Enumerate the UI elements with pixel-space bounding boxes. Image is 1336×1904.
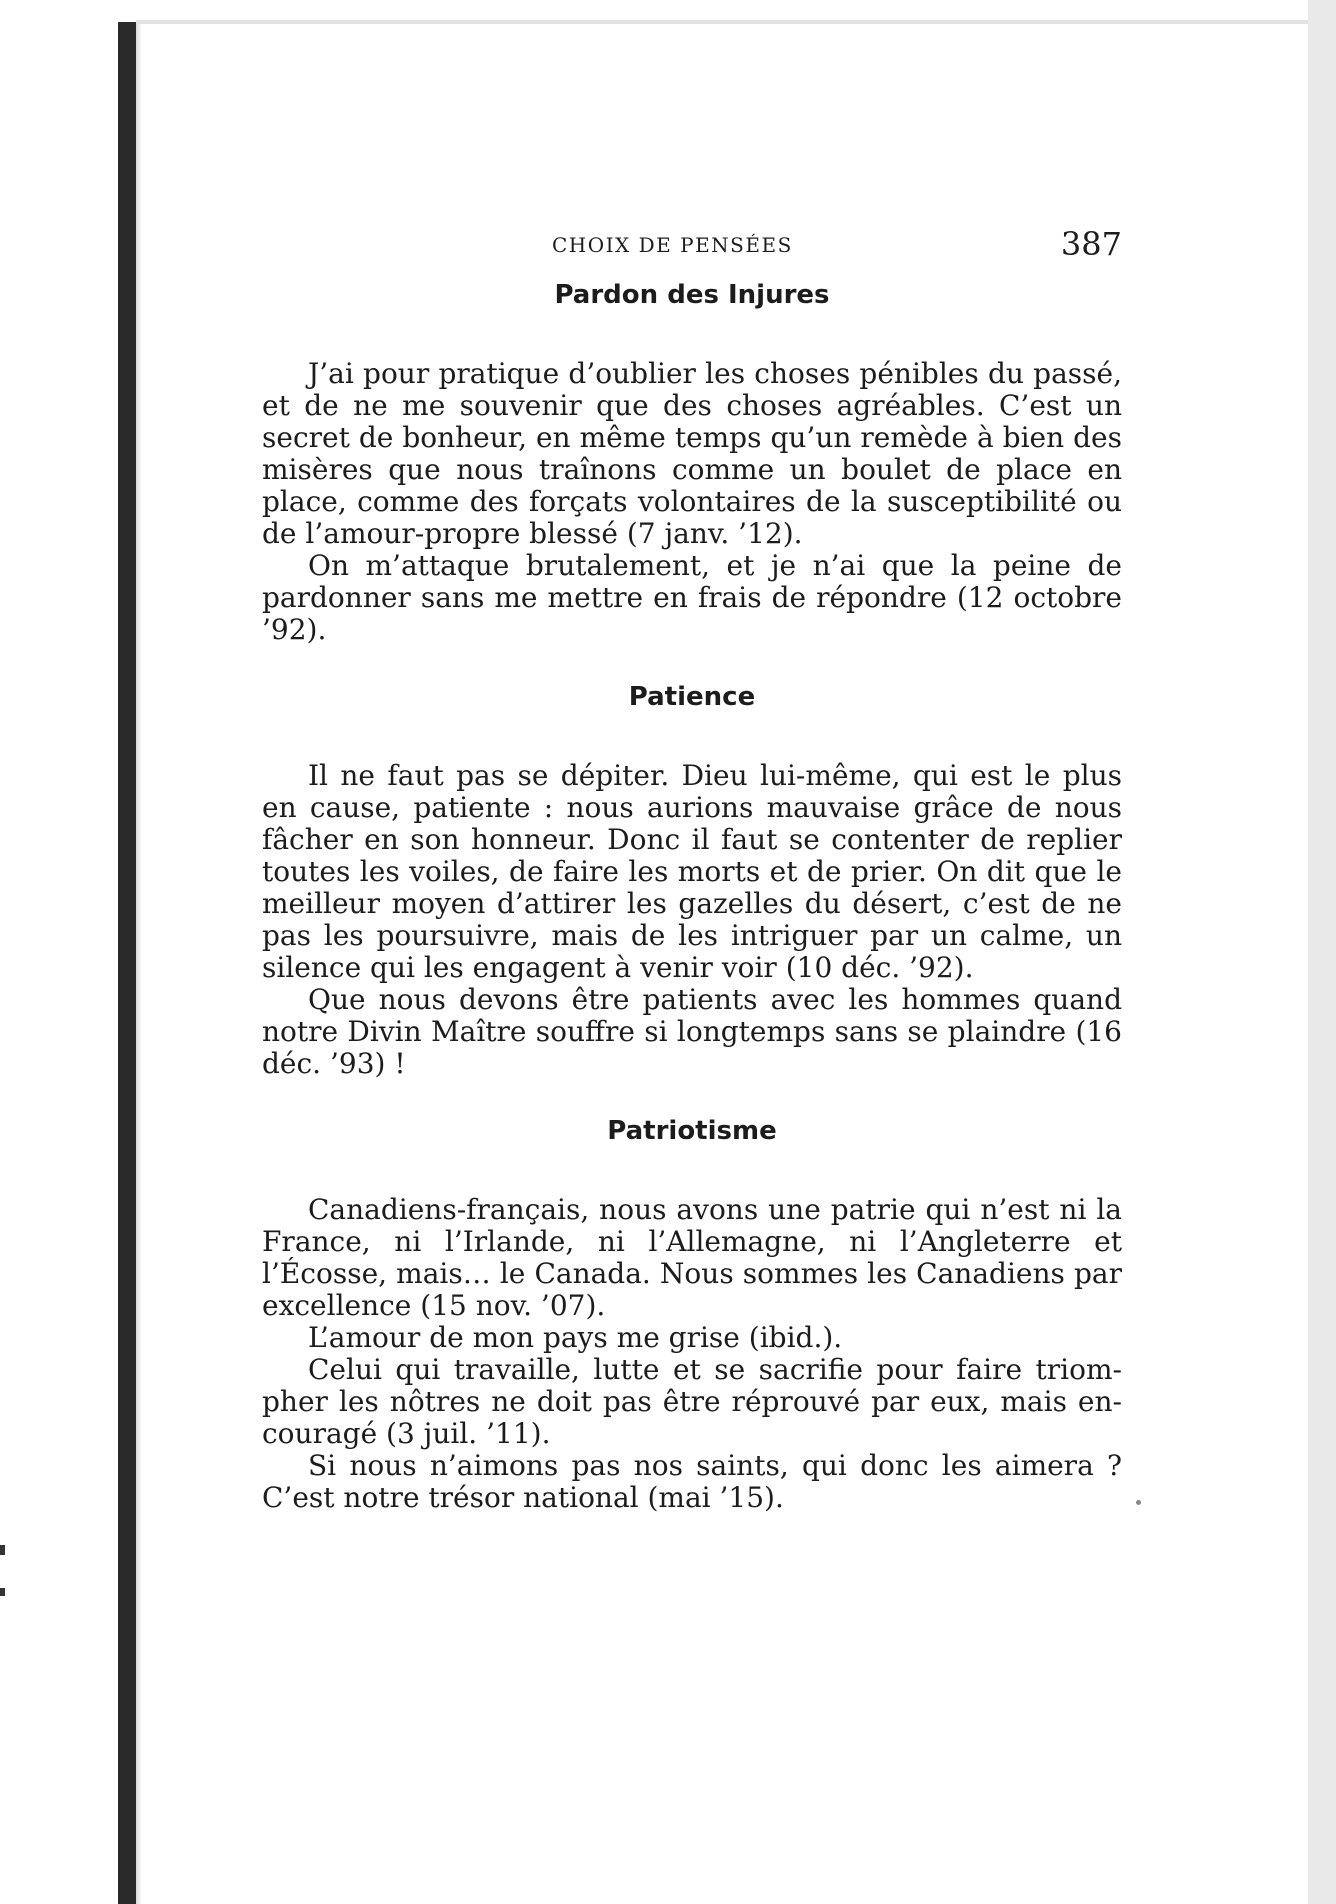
edge-mark — [0, 1588, 5, 1596]
section-title: Pardon des Injures — [554, 280, 830, 310]
page-number: 387 — [1060, 225, 1122, 263]
ink-speck — [1136, 1500, 1141, 1505]
book-gutter — [118, 22, 136, 1904]
paragraph: On m’attaque brutalement, et je n’ai que la peine de pardonner sans me mettre en frais de répondre (12 octobre ’92). — [262, 549, 1122, 646]
page-right-edge — [1308, 0, 1336, 1904]
page-top-edge — [136, 20, 1336, 24]
section-title: Patience — [628, 682, 756, 712]
paragraph: Si nous n’aimons pas nos saints, qui donc les aimera ? C’est notre trésor national (mai ’15). — [262, 1449, 1122, 1514]
gutter-shadow — [136, 22, 142, 1904]
section-pardon-des-injures — [262, 280, 1122, 646]
paragraph: L’amour de mon pays me grise (ibid.). — [308, 1321, 843, 1354]
paragraph: Il ne faut pas se dépiter. Dieu lui-même, qui est le plus en cause, patiente : nous aurions mauvaise grâce de nous fâcher en son honneur. Donc il faut se contenter de replier toutes les voiles, de faire les morts et de prier. On dit que le meilleur moyen d’attirer les gazelles du désert, c’est de ne pas les poursuivre, mais de les intriguer par un calme, un silence qui les engagent à venir voir (10 déc. ’92). — [262, 759, 1122, 984]
paragraph: J’ai pour pratique d’oublier les choses pénibles du passé, et de ne me souvenir que des choses agréables. C’est un secret de bonheur, en même temps qu’un remède à bien des misères que nous traînons comme un boulet de place en place, comme des forçats volontaires de la susceptibilité ou de l’amour-propre blessé (7 janv. ’12). — [262, 357, 1122, 550]
facing-page-edge — [0, 0, 118, 1904]
paragraph: Que nous devons être patients avec les hommes quand notre Divin Maître souffre si longtemps sans se plaindre (16 déc. ’93) ! — [262, 983, 1122, 1080]
paragraph: Canadiens-français, nous avons une patrie qui n’est ni la France, ni l’Irlande, ni l’Allemagne, ni l’Angleterre et l’Écosse, mais… le Canada. Nous sommes les Canadiens par excellence (15 nov. ’07). — [262, 1193, 1122, 1322]
section-patriotisme — [262, 1116, 1122, 1514]
edge-mark — [0, 1545, 5, 1555]
running-title: CHOIX DE PENSÉES — [552, 233, 793, 257]
paragraph: Celui qui travaille, lutte et se sacrifie pour faire triompher les nôtres ne doit pas être réprouvé par eux, mais encouragé (3 juil. ’11). — [262, 1353, 1122, 1450]
section-patience — [262, 682, 1122, 1080]
section-title: Patriotisme — [607, 1116, 777, 1146]
running-header — [262, 225, 1122, 273]
book-page — [262, 225, 1122, 1514]
